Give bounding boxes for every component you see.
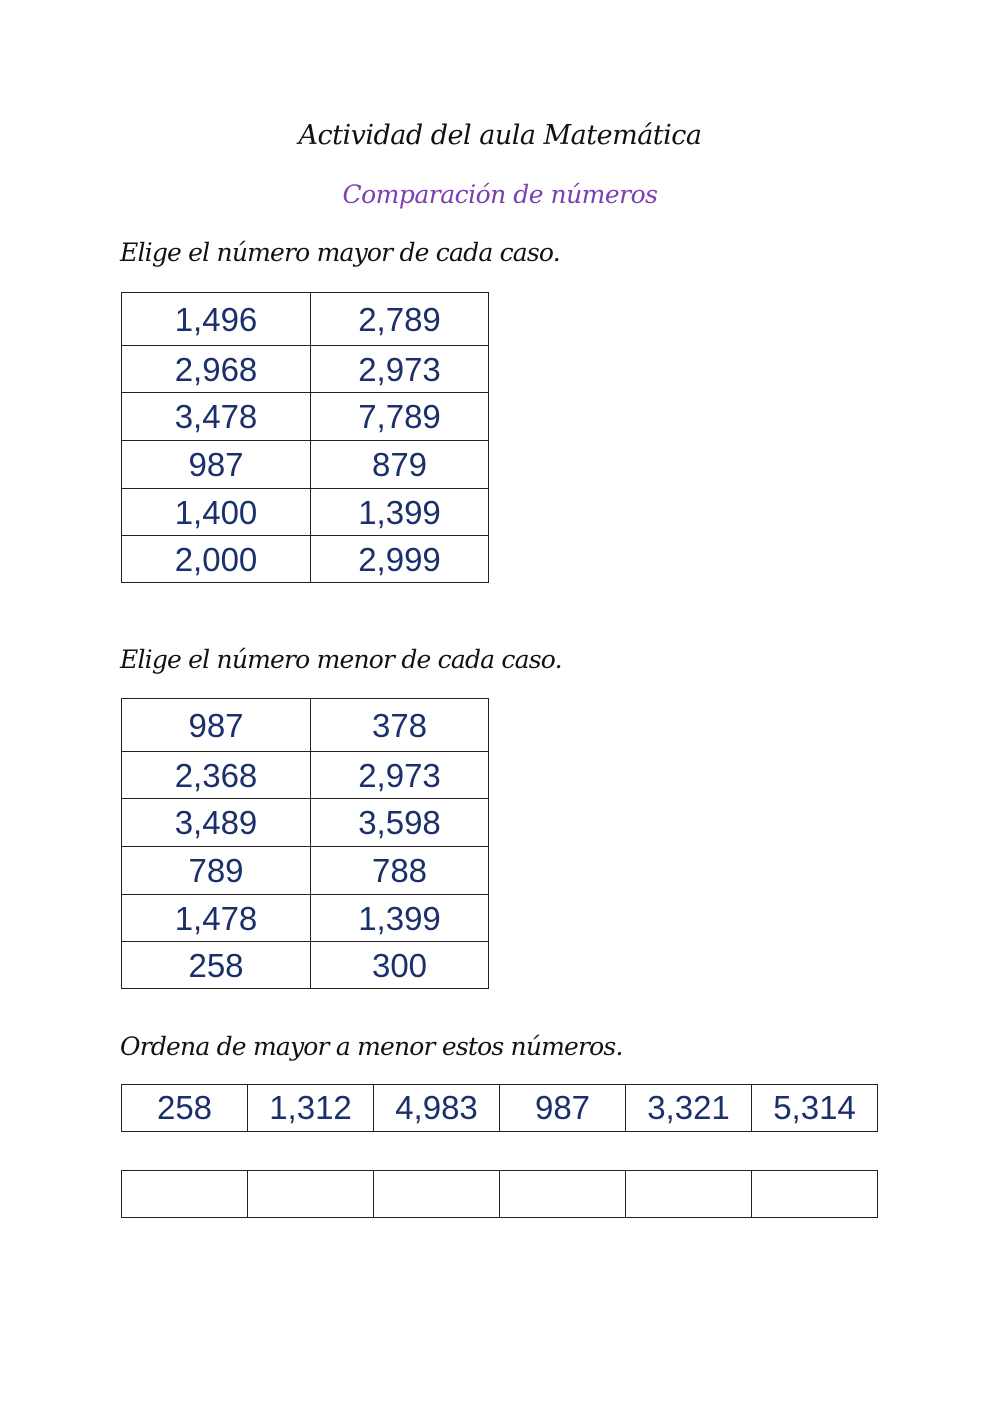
answer-slot[interactable] xyxy=(248,1171,374,1218)
option-left[interactable]: 3,489 xyxy=(122,799,311,847)
option-right[interactable]: 7,789 xyxy=(311,393,489,441)
greater-table xyxy=(121,292,489,583)
table-row xyxy=(122,489,489,536)
instruction-lesser: Elige el número menor de cada caso. xyxy=(120,645,562,674)
option-left[interactable]: 2,968 xyxy=(122,346,311,393)
answer-slot[interactable] xyxy=(122,1171,248,1218)
number-card[interactable]: 987 xyxy=(500,1085,626,1132)
option-left[interactable]: 1,400 xyxy=(122,489,311,536)
answer-slot[interactable] xyxy=(626,1171,752,1218)
option-left[interactable]: 258 xyxy=(122,942,311,989)
answer-slots-table xyxy=(121,1170,878,1218)
table-row xyxy=(122,847,489,895)
answer-slot[interactable] xyxy=(374,1171,500,1218)
number-card[interactable]: 3,321 xyxy=(626,1085,752,1132)
answer-slot[interactable] xyxy=(500,1171,626,1218)
table-row xyxy=(122,699,489,752)
option-left[interactable]: 3,478 xyxy=(122,393,311,441)
table-row xyxy=(122,441,489,489)
option-left[interactable]: 789 xyxy=(122,847,311,895)
option-right[interactable]: 1,399 xyxy=(311,895,489,942)
number-card[interactable]: 258 xyxy=(122,1085,248,1132)
option-right[interactable]: 879 xyxy=(311,441,489,489)
number-card[interactable]: 5,314 xyxy=(752,1085,878,1132)
table-row xyxy=(122,346,489,393)
table-row xyxy=(122,1085,878,1132)
table-row xyxy=(122,1171,878,1218)
table-row xyxy=(122,752,489,799)
option-right[interactable]: 2,999 xyxy=(311,536,489,583)
number-card[interactable]: 4,983 xyxy=(374,1085,500,1132)
page-subtitle: Comparación de números xyxy=(342,180,658,209)
table-row xyxy=(122,293,489,346)
instruction-greater: Elige el número mayor de cada caso. xyxy=(120,238,560,267)
option-right[interactable]: 3,598 xyxy=(311,799,489,847)
answer-slot[interactable] xyxy=(752,1171,878,1218)
option-left[interactable]: 987 xyxy=(122,699,311,752)
option-right[interactable]: 2,789 xyxy=(311,293,489,346)
option-right[interactable]: 2,973 xyxy=(311,752,489,799)
numbers-to-order-table xyxy=(121,1084,878,1132)
table-row xyxy=(122,393,489,441)
option-right[interactable]: 788 xyxy=(311,847,489,895)
table-row xyxy=(122,895,489,942)
page-title: Actividad del aula Matemática xyxy=(298,120,702,151)
option-left[interactable]: 2,000 xyxy=(122,536,311,583)
option-right[interactable]: 378 xyxy=(311,699,489,752)
option-left[interactable]: 1,478 xyxy=(122,895,311,942)
instruction-order: Ordena de mayor a menor estos números. xyxy=(120,1032,623,1061)
option-right[interactable]: 300 xyxy=(311,942,489,989)
table-row xyxy=(122,536,489,583)
option-right[interactable]: 2,973 xyxy=(311,346,489,393)
number-card[interactable]: 1,312 xyxy=(248,1085,374,1132)
lesser-table xyxy=(121,698,489,989)
option-left[interactable]: 2,368 xyxy=(122,752,311,799)
option-left[interactable]: 1,496 xyxy=(122,293,311,346)
option-left[interactable]: 987 xyxy=(122,441,311,489)
table-row xyxy=(122,799,489,847)
option-right[interactable]: 1,399 xyxy=(311,489,489,536)
table-row xyxy=(122,942,489,989)
